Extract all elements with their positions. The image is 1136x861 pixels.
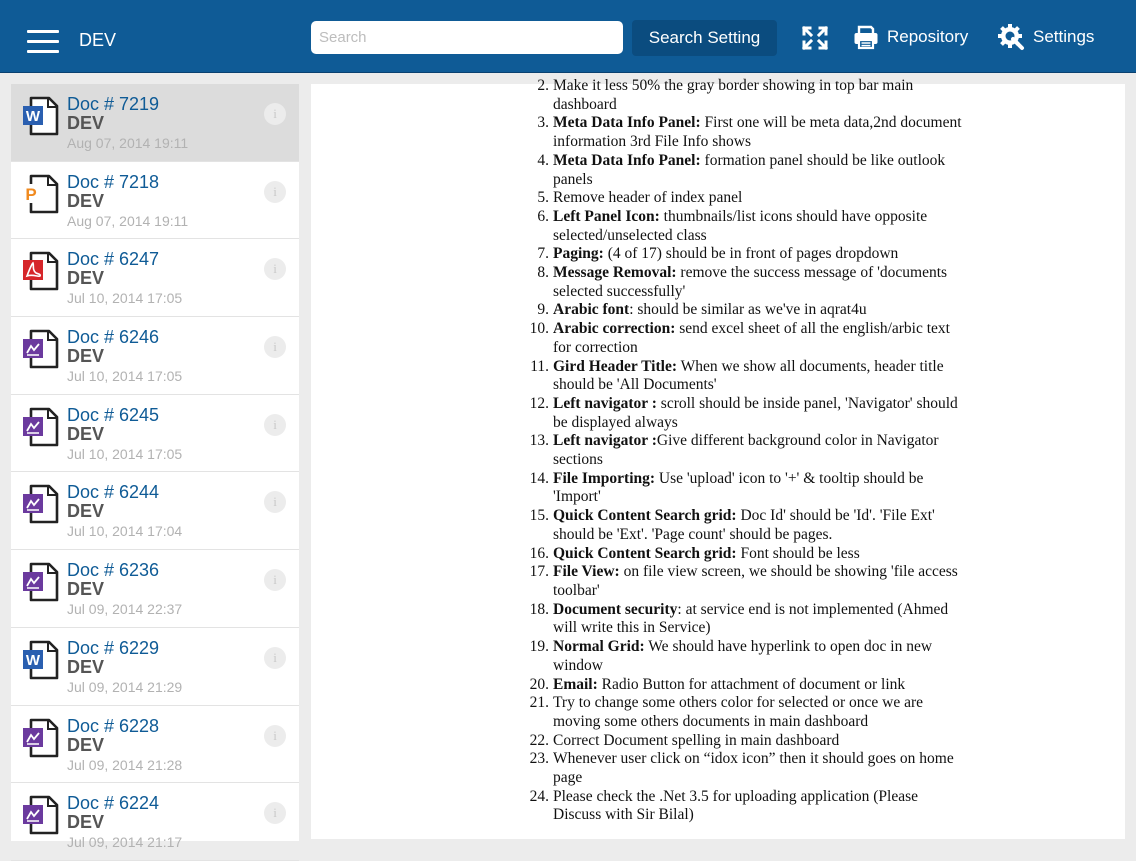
- onenote-file-icon: [22, 561, 60, 603]
- document-owner: DEV: [67, 501, 105, 522]
- line-text: [553, 788, 966, 825]
- line-number: 13.: [529, 432, 549, 450]
- line-number: 10.: [529, 320, 549, 338]
- line-text: [553, 507, 966, 544]
- document-title: Doc # 6246: [67, 327, 160, 348]
- line-text: [553, 470, 966, 507]
- gear-icon: [997, 23, 1025, 51]
- document-owner: DEV: [67, 113, 105, 133]
- document-owner: DEV: [67, 812, 105, 833]
- line-number: 20.: [529, 675, 549, 693]
- line-body: When we show all documents, header title should be 'All Documents': [553, 357, 944, 394]
- line-number: 6.: [537, 207, 549, 225]
- line-number: 24.: [529, 787, 549, 805]
- line-body: : should be similar as we've in aqrat4u: [629, 301, 867, 319]
- document-line: [526, 152, 966, 189]
- line-heading: Meta Data Info Panel:: [553, 114, 701, 132]
- document-owner: DEV: [67, 734, 105, 755]
- line-heading: Paging:: [553, 245, 604, 263]
- info-icon[interactable]: i: [264, 725, 286, 747]
- line-heading: Arabic correction:: [553, 320, 676, 338]
- document-line: [526, 676, 966, 695]
- search-input[interactable]: [311, 21, 623, 54]
- line-heading: Quick Content Search grid:: [553, 544, 737, 562]
- line-body: send excel sheet of all the english/arbic text for correction: [553, 320, 950, 356]
- line-body: Try to change some others color for selected or once we are moving some others documents in main dashboard: [553, 694, 924, 730]
- document-owner: DEV: [67, 268, 105, 289]
- document-date: Aug 07, 2014 19:11: [67, 135, 189, 151]
- line-number: 4.: [537, 151, 549, 169]
- line-number: 18.: [529, 600, 549, 618]
- onenote-file-icon: [22, 328, 60, 370]
- line-body: First one will be meta data,2nd document information 3rd File Info shows: [553, 114, 962, 151]
- repository-button[interactable]: [853, 20, 968, 54]
- line-body: Font should be less: [736, 544, 860, 562]
- line-body: : at service end is not implemented (Ahmed will write this in Service): [553, 600, 949, 637]
- line-number: 23.: [529, 750, 549, 768]
- document-owner: DEV: [67, 579, 105, 600]
- line-number: 11.: [530, 357, 549, 375]
- document-line: [526, 432, 966, 469]
- info-icon[interactable]: i: [264, 569, 286, 591]
- line-text: [553, 601, 966, 638]
- document-date: Jul 10, 2014 17:05: [67, 368, 183, 385]
- line-number: 5.: [537, 189, 549, 207]
- document-title: Doc # 6247: [67, 249, 160, 270]
- document-viewer[interactable]: [311, 77, 1125, 839]
- document-date: Jul 09, 2014 21:17: [67, 834, 183, 851]
- printer-icon: [853, 24, 879, 50]
- document-date: Jul 10, 2014 17:04: [67, 523, 183, 540]
- document-owner: DEV: [67, 346, 105, 367]
- onenote-file-icon: [22, 717, 60, 759]
- line-text: [553, 694, 966, 731]
- line-text: [553, 432, 966, 469]
- line-text: [553, 638, 966, 675]
- document-title: Doc # 6229: [67, 637, 160, 658]
- document-title: Doc # 7218: [67, 171, 160, 192]
- line-heading: Left Panel Icon:: [553, 207, 660, 225]
- document-title: Doc # 6245: [67, 404, 160, 425]
- info-icon[interactable]: i: [264, 103, 286, 125]
- document-title: Doc # 6236: [67, 560, 160, 581]
- line-number: 14.: [529, 469, 549, 487]
- document-list-item[interactable]: [11, 162, 299, 240]
- line-text: [553, 563, 966, 600]
- line-body: We should have hyperlink to open doc in new window: [553, 638, 933, 674]
- onenote-file-icon: [22, 483, 60, 525]
- line-number: 9.: [537, 301, 549, 319]
- line-body: Use 'upload' icon to '+' & tooltip should be 'Import': [553, 469, 924, 506]
- info-icon[interactable]: i: [264, 647, 286, 669]
- line-text: [553, 732, 966, 751]
- line-heading: File Importing:: [553, 469, 656, 487]
- line-text: [553, 264, 966, 301]
- line-number: 17.: [529, 563, 549, 581]
- line-heading: Normal Grid:: [553, 638, 645, 656]
- line-heading: Email:: [553, 675, 598, 693]
- document-line: [526, 320, 966, 357]
- document-date: Jul 10, 2014 17:05: [67, 290, 183, 307]
- document-line: [526, 395, 966, 432]
- line-heading: Gird Header Title:: [553, 357, 677, 375]
- document-date: Jul 10, 2014 17:05: [67, 445, 183, 462]
- document-date: Jul 09, 2014 21:28: [67, 756, 183, 773]
- document-list-item[interactable]: [11, 628, 299, 706]
- info-icon[interactable]: i: [264, 491, 286, 513]
- line-number: 21.: [529, 694, 549, 712]
- document-line: [526, 470, 966, 507]
- line-number: 8.: [537, 264, 549, 282]
- line-number: 2.: [537, 77, 549, 94]
- document-title: Doc # 6224: [67, 793, 160, 814]
- line-heading: File View:: [553, 563, 620, 581]
- document-line: [526, 114, 966, 151]
- line-text: [553, 189, 966, 208]
- document-line: [526, 264, 966, 301]
- line-text: [553, 358, 966, 395]
- line-heading: Arabic font: [553, 301, 630, 319]
- document-line: [526, 77, 966, 114]
- document-list-item[interactable]: [11, 472, 299, 550]
- info-icon[interactable]: i: [264, 414, 286, 436]
- line-heading: Quick Content Search grid:: [553, 507, 737, 525]
- line-number: 19.: [529, 638, 549, 656]
- document-list-item[interactable]: [11, 239, 299, 317]
- line-text: [553, 545, 966, 564]
- info-icon[interactable]: i: [264, 258, 286, 280]
- document-line: [526, 694, 966, 731]
- hamburger-icon[interactable]: [27, 30, 59, 54]
- line-text: [553, 395, 966, 432]
- line-body: Please check the .Net 3.5 for uploading application (Please Discuss with Sir Bilal): [553, 787, 918, 824]
- document-line: [526, 301, 966, 320]
- word-file-icon: [22, 95, 60, 137]
- line-heading: Message Removal:: [553, 264, 677, 282]
- document-owner: DEV: [67, 423, 105, 444]
- info-icon[interactable]: i: [264, 802, 286, 824]
- document-line: [526, 358, 966, 395]
- info-icon[interactable]: i: [264, 181, 286, 203]
- document-owner: DEV: [67, 656, 105, 677]
- line-text: [553, 676, 966, 695]
- document-page: [526, 77, 966, 825]
- document-line: [526, 732, 966, 751]
- line-text: [553, 114, 966, 151]
- line-body: thumbnails/list icons should have opposite selected/unselected class: [553, 207, 928, 244]
- line-text: [553, 77, 966, 114]
- line-text: [553, 245, 966, 264]
- document-list-item[interactable]: [11, 550, 299, 628]
- info-icon[interactable]: i: [264, 336, 286, 358]
- document-title: Doc # 7219: [67, 94, 160, 114]
- document-line: [526, 245, 966, 264]
- line-heading: Left navigator :: [553, 432, 657, 450]
- line-body: Doc Id' should be 'Id'. 'File Ext' should be 'Ext'. 'Page count' should be pages.: [553, 507, 935, 543]
- line-text: [553, 301, 966, 320]
- line-text: [553, 152, 966, 189]
- document-owner: DEV: [67, 190, 105, 211]
- svg-text:W: W: [25, 108, 41, 125]
- document-list-item[interactable]: [11, 783, 299, 861]
- line-number: 12.: [529, 394, 549, 412]
- document-line: [526, 638, 966, 675]
- line-body: Correct Document spelling in main dashboard: [553, 731, 840, 749]
- document-list: [11, 84, 299, 851]
- line-text: [553, 750, 966, 787]
- powerpoint-file-icon: [22, 173, 60, 215]
- line-body: Remove header of index panel: [553, 189, 743, 207]
- line-body: scroll should be inside panel, 'Navigator' should be displayed always: [553, 394, 958, 431]
- line-body: Give different background color in Navigator sections: [553, 432, 939, 469]
- line-body: Radio Button for attachment of document or link: [597, 675, 906, 693]
- line-body: Whenever user click on “idox icon” then it should goes on home page: [553, 750, 954, 787]
- document-list-item[interactable]: [11, 706, 299, 784]
- repository-label: Repository: [887, 27, 969, 46]
- settings-label: Settings: [1033, 27, 1095, 46]
- document-list-item[interactable]: [11, 84, 299, 162]
- document-list-item[interactable]: [11, 317, 299, 395]
- search-setting-button[interactable]: Search Setting: [632, 20, 777, 56]
- onenote-file-icon: [22, 794, 60, 836]
- document-line: [526, 507, 966, 544]
- line-heading: Left navigator :: [553, 394, 657, 412]
- document-date: Aug 07, 2014 19:11: [67, 212, 189, 229]
- line-body: (4 of 17) should be in front of pages dropdown: [603, 245, 899, 263]
- document-line: [526, 750, 966, 787]
- document-date: Jul 09, 2014 22:37: [67, 601, 183, 618]
- top-bar: [0, 0, 1136, 73]
- line-number: 7.: [537, 245, 549, 263]
- document-title: Doc # 6244: [67, 482, 160, 503]
- word-file-icon: [22, 639, 60, 681]
- svg-text:W: W: [25, 651, 41, 669]
- line-body: Make it less 50% the gray border showing in top bar main dashboard: [553, 77, 914, 113]
- line-heading: Meta Data Info Panel:: [553, 151, 701, 169]
- line-text: [553, 320, 966, 357]
- document-line: [526, 189, 966, 208]
- document-list-item[interactable]: [11, 395, 299, 473]
- line-body: on file view screen, we should be showing 'file access toolbar': [553, 563, 958, 599]
- line-number: 22.: [529, 731, 549, 749]
- document-line: [526, 208, 966, 245]
- document-line: [526, 563, 966, 600]
- line-number: 15.: [529, 507, 549, 525]
- onenote-file-icon: [22, 406, 60, 448]
- line-number: 3.: [537, 114, 549, 132]
- document-title: Doc # 6228: [67, 715, 160, 736]
- document-date: Jul 09, 2014 21:29: [67, 678, 183, 695]
- svg-text:P: P: [25, 184, 37, 204]
- line-text: [553, 208, 966, 245]
- app-title: DEV: [79, 30, 117, 50]
- settings-button[interactable]: [997, 20, 1094, 54]
- pdf-file-icon: [22, 250, 60, 292]
- expand-icon[interactable]: [801, 25, 829, 51]
- line-heading: Document security: [553, 600, 678, 618]
- line-number: 16.: [529, 544, 549, 562]
- document-line: [526, 545, 966, 564]
- line-body: remove the success message of 'documents selected successfully': [553, 264, 948, 300]
- document-line: [526, 788, 966, 825]
- line-body: formation panel should be like outlook panels: [553, 151, 946, 188]
- document-line: [526, 601, 966, 638]
